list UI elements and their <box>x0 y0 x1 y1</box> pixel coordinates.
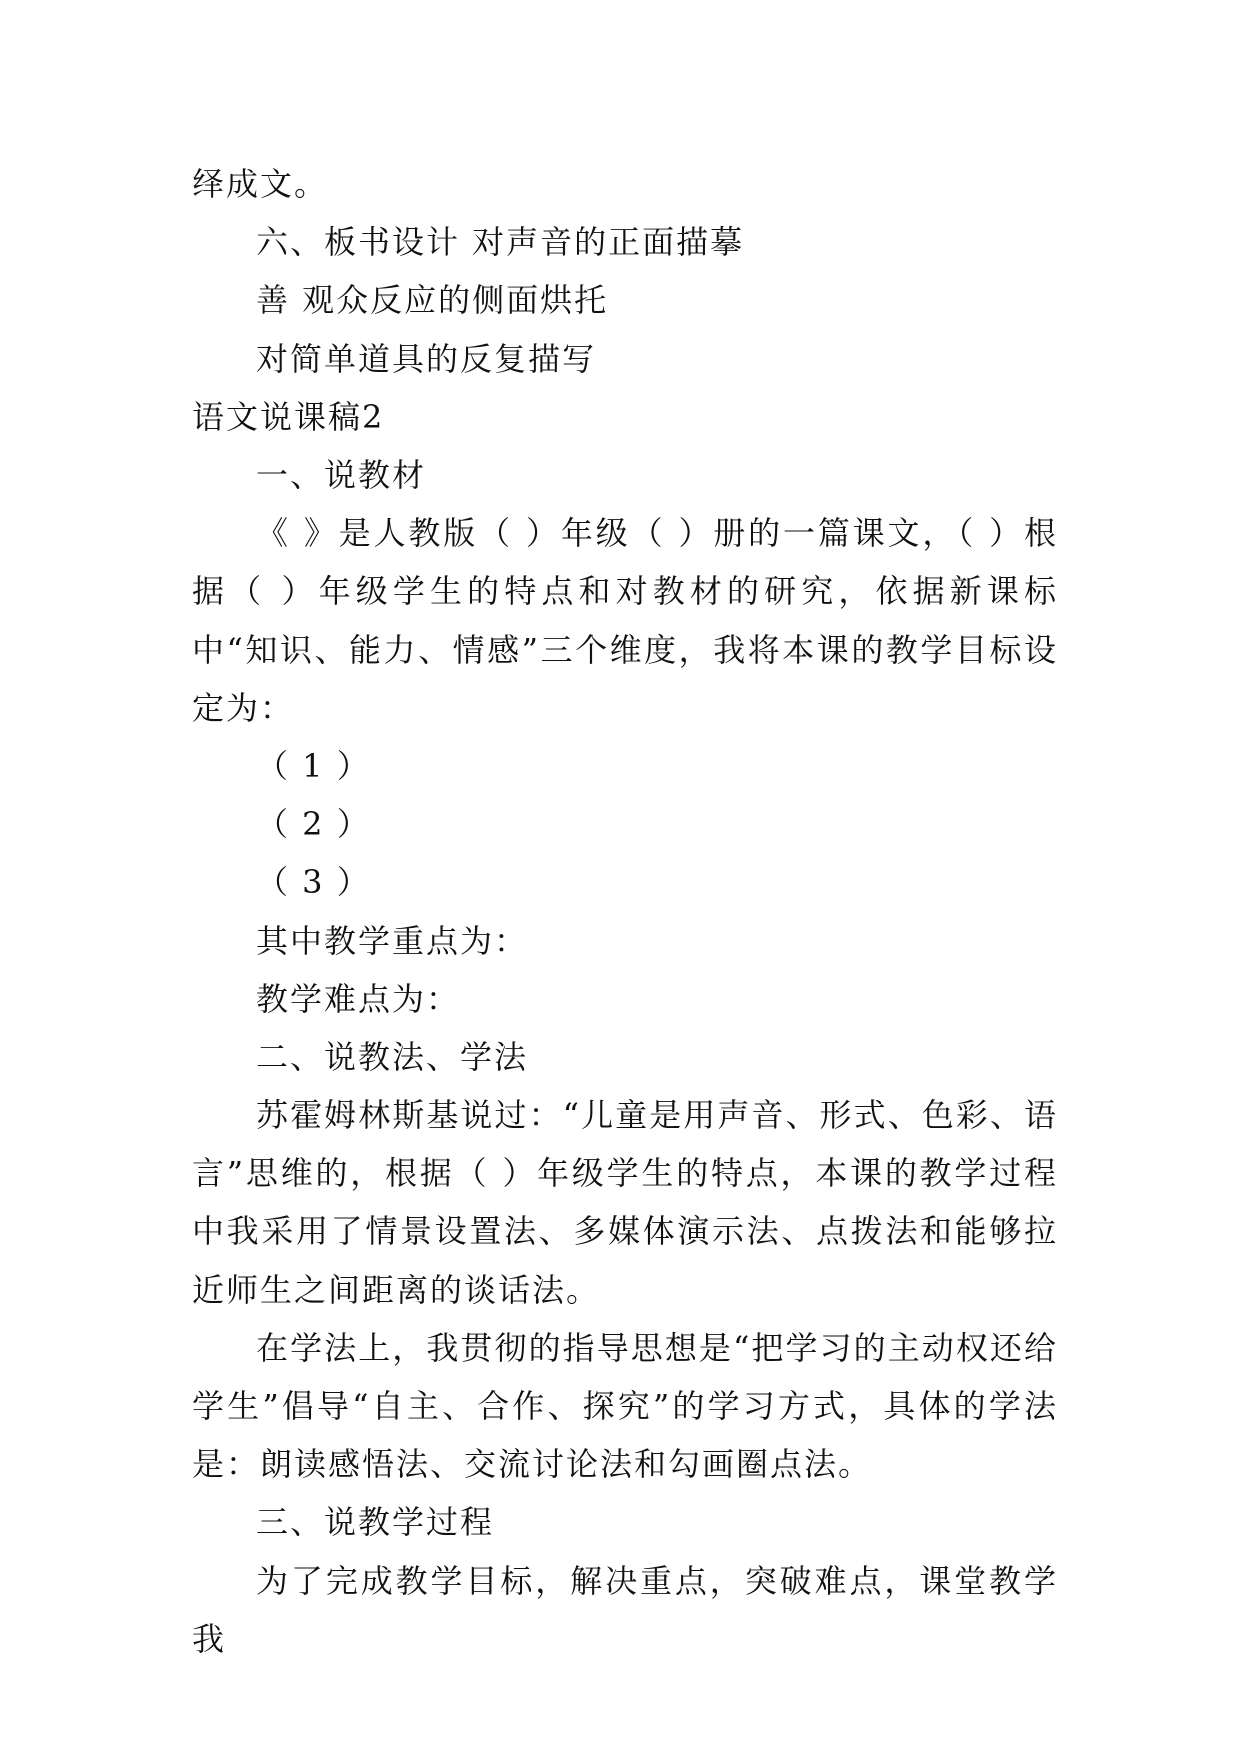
text-line: 绎成文。 <box>192 165 329 203</box>
paragraph-teaching-method: 苏霍姆林斯基说过：“儿童是用声音、形式、色彩、语言”思维的，根据（ ）年级学生的特点，本课的教学过程中我采用了情景设置法、多媒体演示法、点拨法和能够拉近师生之间距离的谈话法。 <box>192 1096 1058 1309</box>
section-2-heading: 二、说教法、学法 <box>256 1037 529 1076</box>
blackboard-line-2: 善 观众反应的侧面烘托 <box>256 281 609 320</box>
difficult-point-line: 教学难点为： <box>256 979 461 1018</box>
section-3-heading: 三、说教学过程 <box>256 1503 495 1542</box>
blackboard-line-3: 对简单道具的反复描写 <box>256 339 597 378</box>
document-body <box>192 155 1058 1668</box>
blackboard-design-line: 六、板书设计 对声音的正面描摹 <box>256 223 745 262</box>
goal-item-3: （ 3 ） <box>256 863 371 902</box>
section-1-heading: 一、说教材 <box>256 455 427 494</box>
paragraph-teaching-process: 为了完成教学目标，解决重点，突破难点，课堂教学我 <box>192 1561 1058 1658</box>
key-point-line: 其中教学重点为： <box>256 921 529 960</box>
paragraph-textbook: 《 》是人教版（ ）年级（ ）册的一篇课文，（ ）根据（ ）年级学生的特点和对教材的研究，依据新课标中“知识、能力、情感”三个维度，我将本课的教学目标设定为： <box>192 514 1058 727</box>
goal-item-2: （ 2 ） <box>256 805 371 844</box>
goal-item-1: （ 1 ） <box>256 746 371 785</box>
paragraph-learning-method: 在学法上，我贯彻的指导思想是“把学习的主动权还给学生”倡导“自主、合作、探究”的学习方式，具体的学法是：朗读感悟法、交流讨论法和勾画圈点法。 <box>192 1328 1058 1484</box>
document-title: 语文说课稿2 <box>192 397 385 436</box>
